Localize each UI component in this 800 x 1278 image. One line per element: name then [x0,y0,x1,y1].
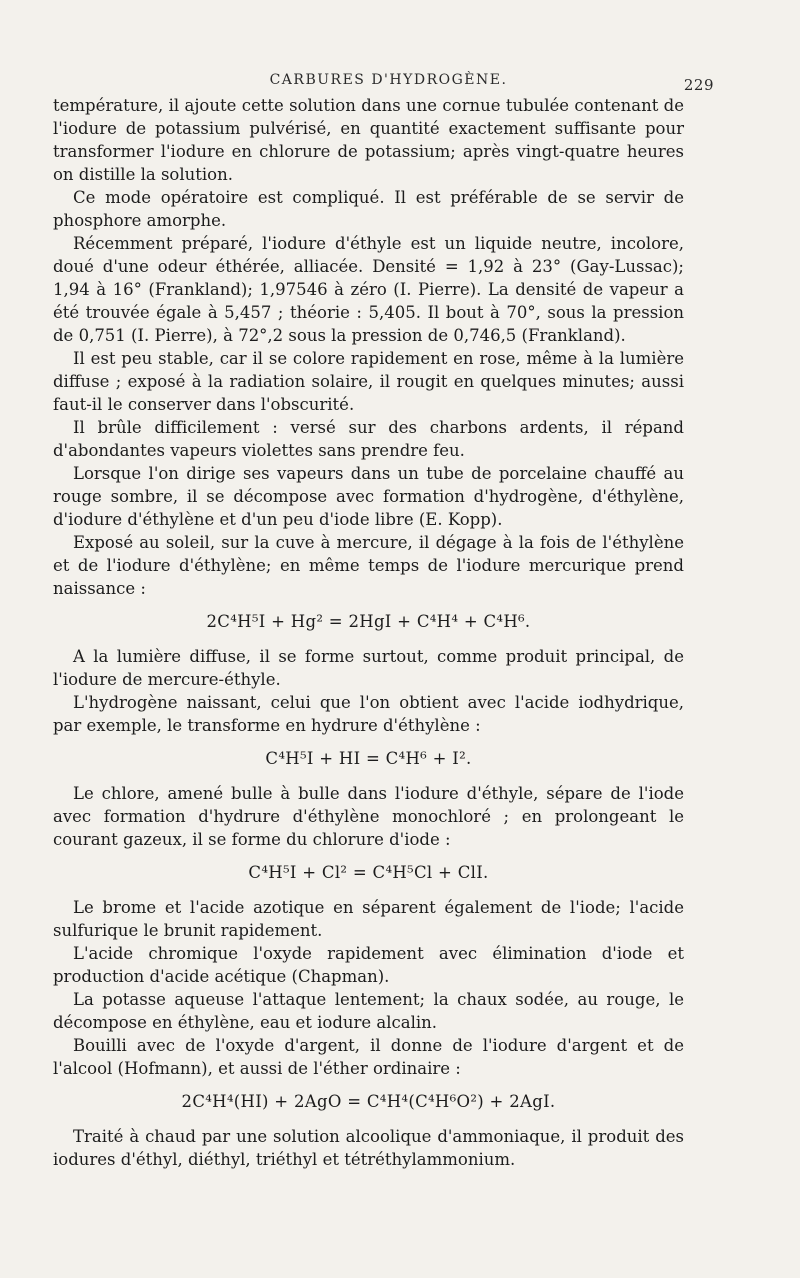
page-body [53,94,684,1171]
paragraph: Il est peu stable, car il se colore rapidement en rose, même à la lumière diffuse ; exposé à la radiation solaire, il rougit en quelques minutes; aussi faut-il le conserver dans l'obscurité. [53,349,684,414]
paragraph: L'hydrogène naissant, celui que l'on obtient avec l'acide iodhydrique, par exemple, le transforme en hydrure d'éthylène : [53,693,684,735]
paragraph: Ce mode opératoire est compliqué. Il est préférable de se servir de phosphore amorphe. [53,188,684,230]
paragraph: Bouilli avec de l'oxyde d'argent, il donne de l'iodure d'argent et de l'alcool (Hofmann), et aussi de l'éther ordinaire : [53,1036,684,1078]
paragraph: Il brûle difficilement : versé sur des charbons ardents, il répand d'abondantes vapeurs violettes sans prendre feu. [53,418,684,460]
running-header [53,72,714,94]
paragraph: température, il ajoute cette solution dans une cornue tubulée contenant de l'iodure de potassium pulvérisé, en quantité exactement suffisante pour transformer l'iodure en chlorure de potassium; après vingt-quatre heures on distille la solution. [53,96,684,184]
chemical-equation: C⁴H⁵I + Cl² = C⁴H⁵Cl + ClI. [248,863,489,882]
paragraph: Le brome et l'acide azotique en séparent également de l'iode; l'acide sulfurique le brunit rapidement. [53,898,684,940]
paragraph: Le chlore, amené bulle à bulle dans l'iodure d'éthyle, sépare de l'iode avec formation d'hydrure d'éthylène monochloré ; en prolongeant le courant gazeux, il se forme du chlorure d'iode : [53,784,684,849]
paragraph: Récemment préparé, l'iodure d'éthyle est un liquide neutre, incolore, doué d'une odeur éthérée, alliacée. Densité = 1,92 à 23° (Gay-Lussac); 1,94 à 16° (Frankland); 1,97546 à zéro (I. Pierre). La densité de vapeur a été trouvée égale à 5,457 ; théorie : 5,405. Il bout à 70°, sous la pression de 0,751 (I. Pierre), à 72°,2 sous la pression de 0,746,5 (Frankland). [53,234,684,345]
paragraph: A la lumière diffuse, il se forme surtout, comme produit principal, de l'iodure de mercure-éthyle. [53,647,684,689]
chemical-equation: 2C⁴H⁴(HI) + 2AgO = C⁴H⁴(C⁴H⁶O²) + 2AgI. [181,1092,556,1111]
page-number: 229 [683,76,714,94]
paragraph: Exposé au soleil, sur la cuve à mercure, il dégage à la fois de l'éthylène et de l'iodure d'éthylène; en même temps de l'iodure mercurique prend naissance : [53,533,684,598]
paragraph: Lorsque l'on dirige ses vapeurs dans un tube de porcelaine chauffé au rouge sombre, il se décompose avec formation d'hydrogène, d'éthylène, d'iodure d'éthylène et d'un peu d'iode libre (E. Kopp). [53,464,684,529]
chemical-equation: C⁴H⁵I + HI = C⁴H⁶ + I². [265,749,472,768]
paragraph: La potasse aqueuse l'attaque lentement; la chaux sodée, au rouge, le décompose en éthylène, eau et iodure alcalin. [53,990,684,1032]
paragraph: Traité à chaud par une solution alcoolique d'ammoniaque, il produit des iodures d'éthyl, diéthyl, triéthyl et tétréthylammonium. [53,1127,684,1169]
paragraph: L'acide chromique l'oxyde rapidement avec élimination d'iode et production d'acide acétique (Chapman). [53,944,684,986]
running-title: CARBURES D'HYDROGÈNE. [269,72,508,88]
chemical-equation: 2C⁴H⁵I + Hg² = 2HgI + C⁴H⁴ + C⁴H⁶. [206,612,531,631]
